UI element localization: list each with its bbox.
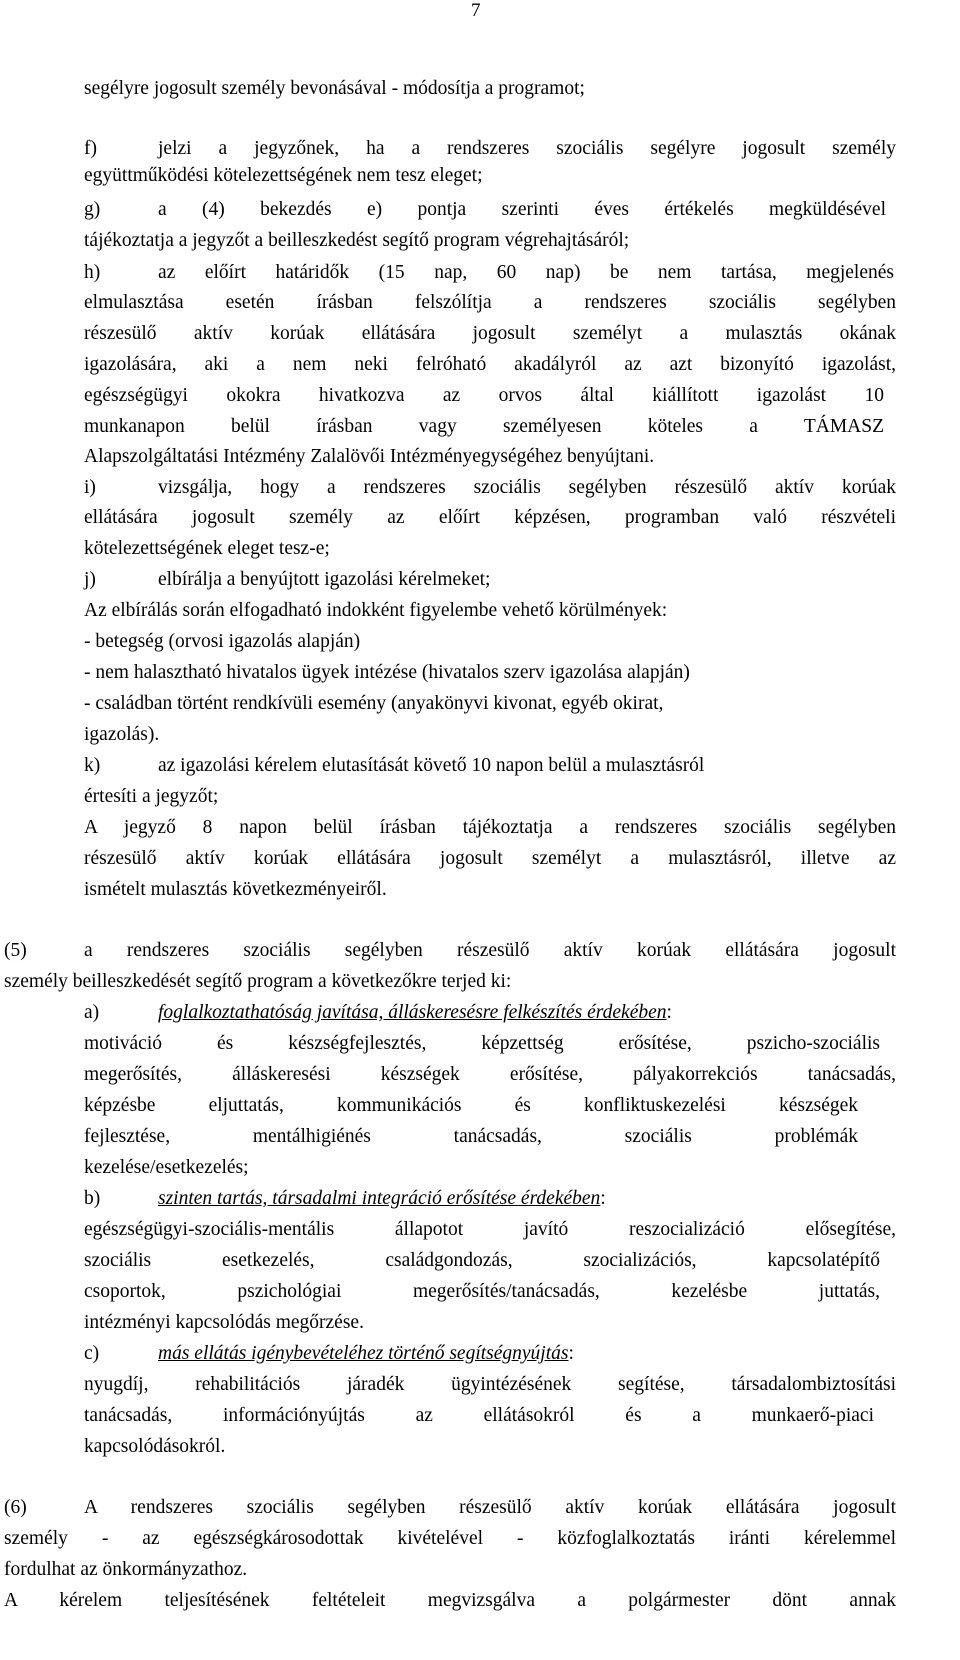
item-heading: más ellátás igénybevételéhez történő segítségnyújtás xyxy=(158,1343,569,1364)
item-label: b) xyxy=(84,1188,101,1209)
text-line: egészségügyi okokra hivatkozva az orvos által kiállított igazolást 10 xyxy=(84,385,884,406)
item-heading-colon: : xyxy=(600,1188,606,1209)
text-line: ellátására jogosult személy az előírt képzésen, programban való részvételi xyxy=(84,507,896,528)
list-item-h xyxy=(84,260,894,286)
text-line: igazolására, aki a nem neki felróható akadályról az azt bizonyító igazolást, xyxy=(84,354,896,375)
item-text: vizsgálja, hogy a rendszeres szociális segélyben részesülő aktív korúak xyxy=(158,477,896,498)
list-item-f xyxy=(84,136,896,162)
text-line: együttműködési kötelezettségének nem tesz eleget; xyxy=(84,165,483,186)
item-label: k) xyxy=(84,755,101,776)
item-text: az előírt határidők (15 nap, 60 nap) be nem tartása, megjelenés xyxy=(158,262,894,283)
text-line: kötelezettségének eleget tesz-e; xyxy=(84,538,330,559)
item-label: a) xyxy=(84,1002,100,1023)
text-line: igazolás). xyxy=(84,724,160,745)
list-item-i xyxy=(84,475,896,501)
list-item-g xyxy=(84,197,886,223)
text-line: segélyre jogosult személy bevonásával - módosítja a programot; xyxy=(84,78,585,99)
text-line: intézményi kapcsolódás megőrzése. xyxy=(84,1312,364,1333)
text-line: Alapszolgáltatási Intézmény Zalalövői Intézményegységéhez benyújtani. xyxy=(84,446,655,467)
text-line: személy - az egészségkárosodottak kivételével - közfoglalkoztatás iránti kérelemmel xyxy=(4,1528,896,1549)
paragraph-label: (5) xyxy=(4,940,27,961)
text-line: tanácsadás, információnyújtás az ellátásokról és a munkaerő-piaci xyxy=(84,1405,874,1426)
text-line: fordulhat az önkormányzathoz. xyxy=(4,1559,248,1580)
item-text: az igazolási kérelem elutasítását követő 10 napon belül a mulasztásról xyxy=(158,755,705,776)
text-line: értesíti a jegyzőt; xyxy=(84,786,219,807)
list-item-k xyxy=(84,753,704,779)
text-line: A kérelem teljesítésének feltételeit megvizsgálva a polgármester dönt annak xyxy=(4,1590,896,1611)
paragraph-6 xyxy=(4,1495,896,1521)
paragraph-text: a rendszeres szociális segélyben részesülő aktív korúak ellátására jogosult xyxy=(84,940,896,961)
text-line: ismételt mulasztás következményeiről. xyxy=(84,879,387,900)
text-line: részesülő aktív korúak ellátására jogosult személyt a mulasztás okának xyxy=(84,323,896,344)
text-line: fejlesztése, mentálhigiénés tanácsadás, szociális problémák xyxy=(84,1126,858,1147)
text-line: egészségügyi-szociális-mentális állapotot javító reszocializáció elősegítése, xyxy=(84,1219,896,1240)
text-line: szociális esetkezelés, családgondozás, szocializációs, kapcsolatépítő xyxy=(84,1250,880,1271)
text-line: - nem halasztható hivatalos ügyek intézése (hivatalos szerv igazolása alapján) xyxy=(84,662,690,683)
text-line: kapcsolódásokról. xyxy=(84,1436,226,1457)
text-line: megerősítés, álláskeresési készségek erősítése, pályakorrekciós tanácsadás, xyxy=(84,1064,896,1085)
paragraph-5 xyxy=(4,938,896,964)
text-line: motiváció és készségfejlesztés, képzettség erősítése, pszicho-szociális xyxy=(84,1033,880,1054)
text-line: - betegség (orvosi igazolás alapján) xyxy=(84,631,361,652)
text-line: tájékoztatja a jegyzőt a beilleszkedést segítő program végrehajtásáról; xyxy=(84,230,630,251)
item-label: i) xyxy=(84,477,96,498)
item-heading: szinten tartás, társadalmi integráció erősítése érdekében xyxy=(158,1188,601,1209)
paragraph-text: A rendszeres szociális segélyben részesülő aktív korúak ellátására jogosult xyxy=(84,1497,896,1518)
list-item-b xyxy=(84,1186,606,1212)
item-label: c) xyxy=(84,1343,100,1364)
item-heading-colon: : xyxy=(568,1343,574,1364)
paragraph-label: (6) xyxy=(4,1497,27,1518)
list-item-j xyxy=(84,567,490,593)
list-item-c xyxy=(84,1341,574,1367)
item-text: elbírálja a benyújtott igazolási kérelmeket; xyxy=(158,569,491,590)
text-line: kezelése/esetkezelés; xyxy=(84,1157,249,1178)
text-line: csoportok, pszichológiai megerősítés/tanácsadás, kezelésbe juttatás, xyxy=(84,1281,880,1302)
text-line: munkanapon belül írásban vagy személyesen köteles a TÁMASZ xyxy=(84,416,884,437)
item-label: g) xyxy=(84,199,101,220)
page-number: 7 xyxy=(471,0,481,21)
item-label: f) xyxy=(84,138,97,159)
text-line: nyugdíj, rehabilitációs járadék ügyintézésének segítése, társadalombiztosítási xyxy=(84,1374,896,1395)
text-line: Az elbírálás során elfogadható indokként figyelembe vehető körülmények: xyxy=(84,600,668,621)
text-line: A jegyző 8 napon belül írásban tájékoztatja a rendszeres szociális segélyben xyxy=(84,817,896,838)
list-item-a xyxy=(84,1000,672,1026)
text-line: képzésbe eljuttatás, kommunikációs és konfliktuskezelési készségek xyxy=(84,1095,858,1116)
item-label: j) xyxy=(84,569,96,590)
text-line: részesülő aktív korúak ellátására jogosult személyt a mulasztásról, illetve az xyxy=(84,848,896,869)
text-line: személy beilleszkedését segítő program a következőkre terjed ki: xyxy=(4,971,512,992)
item-heading: foglalkoztathatóság javítása, álláskeresésre felkészítés érdekében xyxy=(158,1002,667,1023)
text-line: - családban történt rendkívüli esemény (anyakönyvi kivonat, egyéb okirat, xyxy=(84,693,664,714)
text-line: elmulasztása esetén írásban felszólítja a rendszeres szociális segélyben xyxy=(84,292,896,313)
item-heading-colon: : xyxy=(666,1002,672,1023)
item-text: jelzi a jegyzőnek, ha a rendszeres szociális segélyre jogosult személy xyxy=(158,138,896,159)
item-label: h) xyxy=(84,262,101,283)
item-text: a (4) bekezdés e) pontja szerinti éves értékelés megküldésével xyxy=(158,199,886,220)
